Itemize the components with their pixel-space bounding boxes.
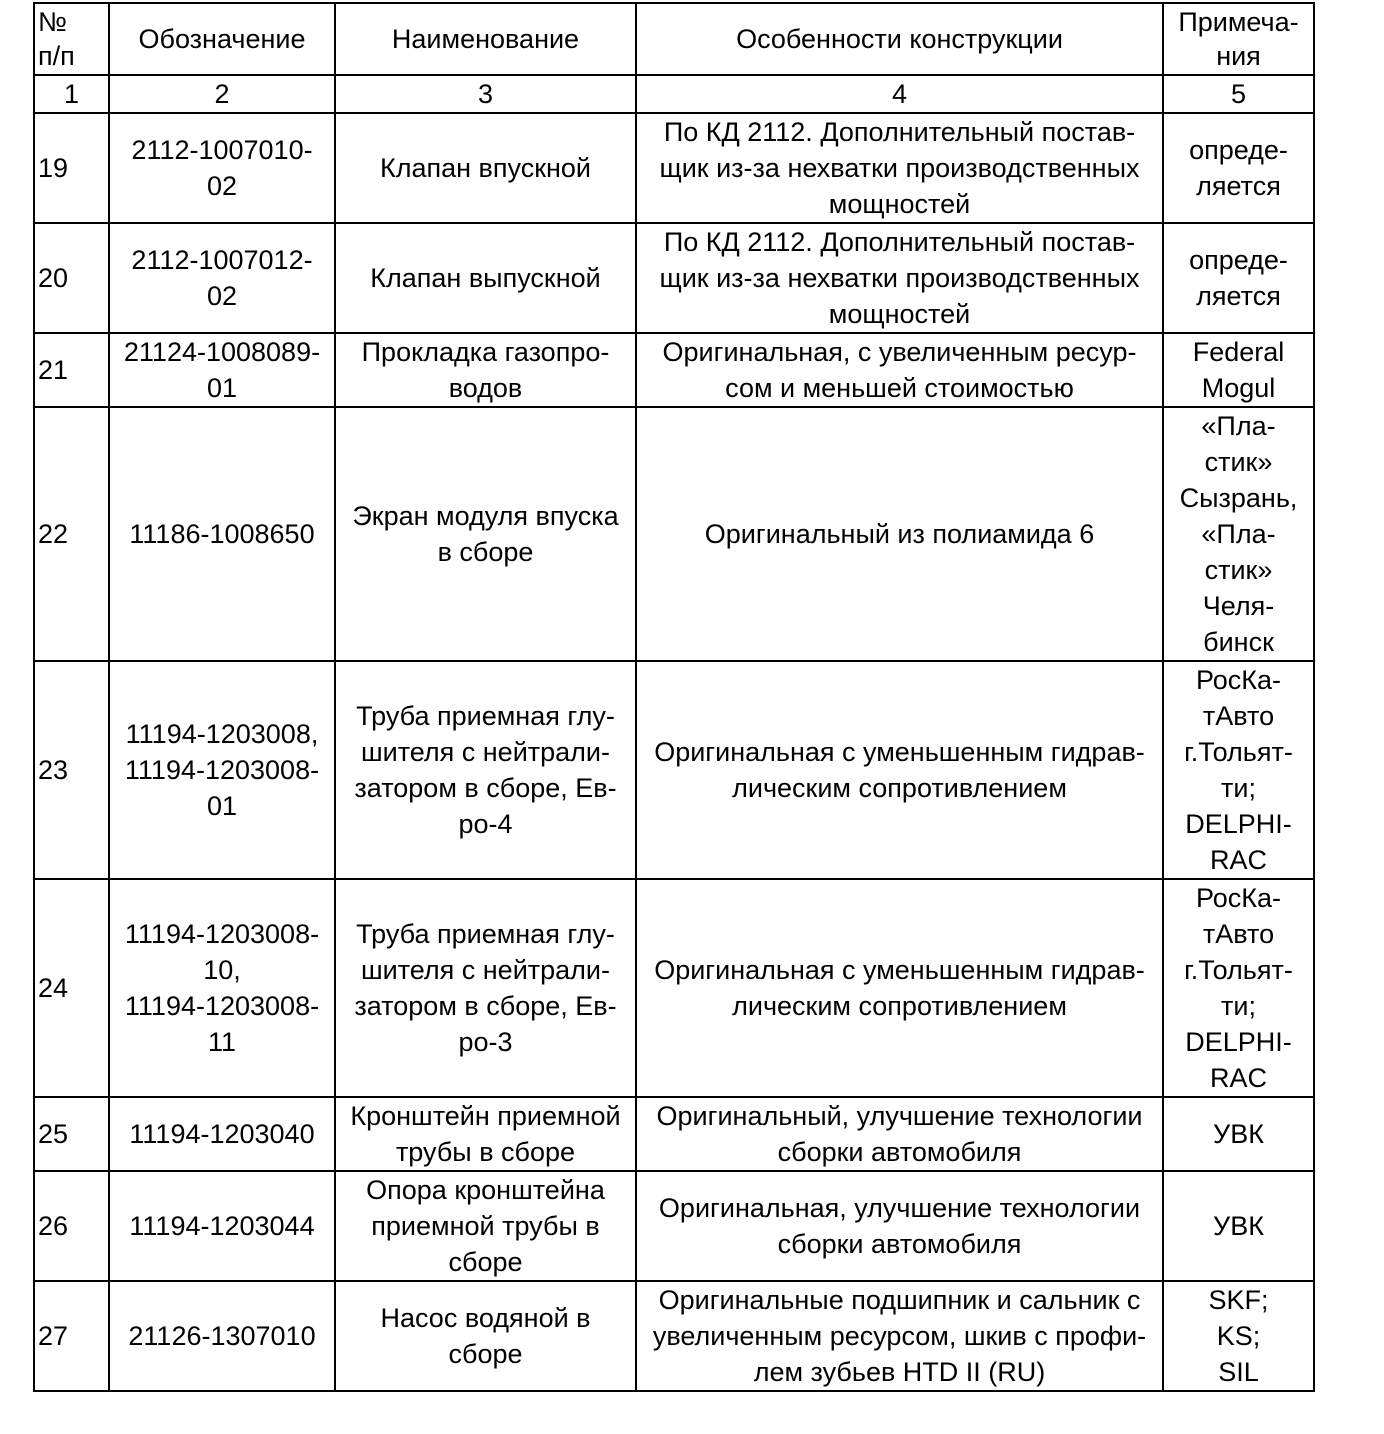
cell-design-features: Оригинальная, с увеличенным ресур- сом и меньшей стоимостью	[636, 333, 1163, 407]
cell-name: Труба приемная глу- шителя с нейтрали- затором в сборе, Ев- ро-3	[335, 879, 636, 1097]
cell-designation: 21126-1307010	[109, 1281, 335, 1391]
column-number-row	[34, 75, 1314, 113]
header-number: № п/п	[34, 3, 109, 75]
cell-design-features: По КД 2112. Дополнительный постав- щик из-за нехватки производственных мощностей	[636, 113, 1163, 223]
cell-notes: РосКа- тАвто г.Тольят- ти; DELPHI- RAC	[1163, 661, 1314, 879]
cell-notes: УВК	[1163, 1171, 1314, 1281]
cell-number: 26	[34, 1171, 109, 1281]
cell-design-features: Оригинальная с уменьшенным гидрав- лическим сопротивлением	[636, 661, 1163, 879]
cell-name: Насос водяной в сборе	[335, 1281, 636, 1391]
cell-notes: опреде- ляется	[1163, 223, 1314, 333]
cell-notes: SKF; KS; SIL	[1163, 1281, 1314, 1391]
cell-design-features: Оригинальная, улучшение технологии сборки автомобиля	[636, 1171, 1163, 1281]
parts-table	[33, 2, 1315, 1392]
cell-number: 19	[34, 113, 109, 223]
cell-number: 22	[34, 407, 109, 661]
column-number: 1	[34, 75, 109, 113]
table-row	[34, 879, 1314, 1097]
cell-name: Кронштейн приемной трубы в сборе	[335, 1097, 636, 1171]
table-row	[34, 1097, 1314, 1171]
cell-design-features: Оригинальная с уменьшенным гидрав- лическим сопротивлением	[636, 879, 1163, 1097]
table-row	[34, 407, 1314, 661]
column-number: 3	[335, 75, 636, 113]
header-notes: Примеча- ния	[1163, 3, 1314, 75]
cell-notes: Federal Mogul	[1163, 333, 1314, 407]
cell-designation: 11194-1203040	[109, 1097, 335, 1171]
cell-design-features: Оригинальные подшипник и сальник с увеличенным ресурсом, шкив с профи- лем зубьев HTD II (RU)	[636, 1281, 1163, 1391]
cell-notes: «Пла- стик» Сызрань, «Пла- стик» Челя- бинск	[1163, 407, 1314, 661]
cell-design-features: По КД 2112. Дополнительный постав- щик из-за нехватки производственных мощностей	[636, 223, 1163, 333]
cell-number: 21	[34, 333, 109, 407]
cell-name: Экран модуля впуска в сборе	[335, 407, 636, 661]
cell-number: 27	[34, 1281, 109, 1391]
cell-designation: 2112-1007012- 02	[109, 223, 335, 333]
cell-name: Труба приемная глу- шителя с нейтрали- затором в сборе, Ев- ро-4	[335, 661, 636, 879]
cell-designation: 21124-1008089- 01	[109, 333, 335, 407]
cell-notes: РосКа- тАвто г.Тольят- ти; DELPHI- RAC	[1163, 879, 1314, 1097]
cell-design-features: Оригинальный, улучшение технологии сборки автомобиля	[636, 1097, 1163, 1171]
cell-designation: 11194-1203008, 11194-1203008- 01	[109, 661, 335, 879]
table-row	[34, 223, 1314, 333]
cell-name: Клапан впускной	[335, 113, 636, 223]
table-row	[34, 1171, 1314, 1281]
cell-name: Клапан выпускной	[335, 223, 636, 333]
header-design-features: Особенности конструкции	[636, 3, 1163, 75]
cell-number: 24	[34, 879, 109, 1097]
table-row	[34, 661, 1314, 879]
header-name: Наименование	[335, 3, 636, 75]
cell-name: Прокладка газопро- водов	[335, 333, 636, 407]
column-number: 2	[109, 75, 335, 113]
table-row	[34, 113, 1314, 223]
cell-designation: 11186-1008650	[109, 407, 335, 661]
column-number: 5	[1163, 75, 1314, 113]
table-row	[34, 333, 1314, 407]
cell-number: 25	[34, 1097, 109, 1171]
cell-notes: УВК	[1163, 1097, 1314, 1171]
cell-number: 20	[34, 223, 109, 333]
cell-notes: опреде- ляется	[1163, 113, 1314, 223]
header-designation: Обозначение	[109, 3, 335, 75]
cell-number: 23	[34, 661, 109, 879]
cell-designation: 11194-1203044	[109, 1171, 335, 1281]
cell-name: Опора кронштейна приемной трубы в сборе	[335, 1171, 636, 1281]
header-row	[34, 3, 1314, 75]
table-row	[34, 1281, 1314, 1391]
cell-design-features: Оригинальный из полиамида 6	[636, 407, 1163, 661]
column-number: 4	[636, 75, 1163, 113]
cell-designation: 2112-1007010- 02	[109, 113, 335, 223]
cell-designation: 11194-1203008- 10, 11194-1203008- 11	[109, 879, 335, 1097]
